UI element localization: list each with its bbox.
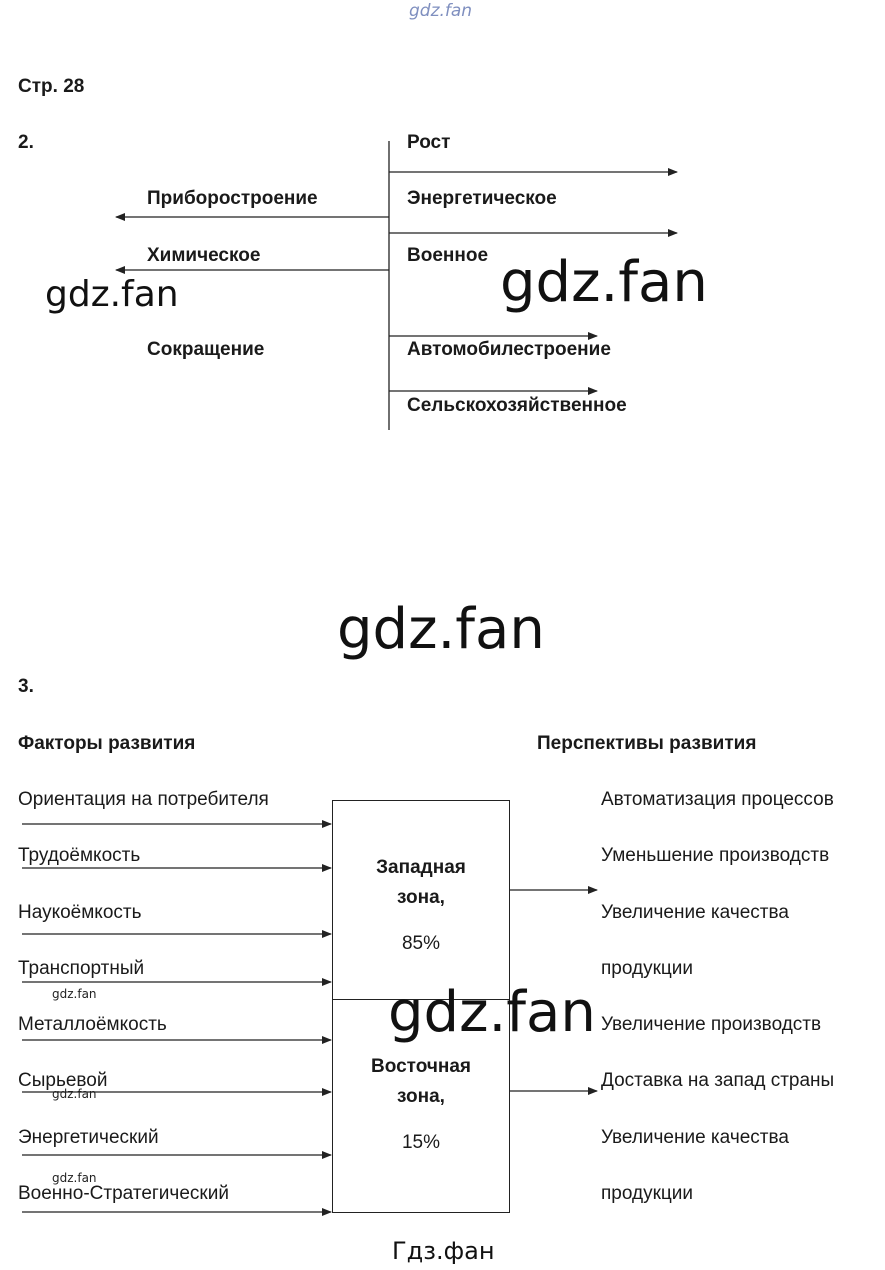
factor-item: Транспортный	[18, 958, 145, 979]
prospect-item: Уменьшение производств	[601, 845, 830, 866]
west-zone-percent: 85%	[401, 933, 441, 954]
prospect-item: Увеличение качества	[601, 1127, 789, 1148]
prospect-item: Увеличение качества	[601, 902, 789, 923]
factor-item: Ориентация на потребителя	[18, 789, 269, 810]
watermark-footer: Гдз.фан	[392, 1237, 495, 1265]
east-zone-name: Восточная	[371, 1056, 471, 1077]
watermark-top: gdz.fan	[409, 1, 473, 21]
watermark-small: gdz.fan	[52, 1171, 97, 1185]
task2-number: 2.	[18, 132, 34, 153]
prospects-header: Перспективы развития	[537, 733, 757, 754]
growth-item: Автомобилестроение	[407, 339, 611, 360]
factor-item: Наукоёмкость	[18, 902, 142, 923]
east-zone-percent: 15%	[401, 1132, 441, 1153]
reduction-item: Химическое	[147, 245, 261, 266]
reduction-label: Сокращение	[147, 339, 265, 360]
west-zone-word: зона,	[397, 887, 445, 908]
prospect-item: Увеличение производств	[601, 1014, 822, 1035]
watermark-lower: gdz.fan	[388, 980, 596, 1045]
task3-number: 3.	[18, 676, 34, 697]
factors-header: Факторы развития	[18, 733, 196, 754]
west-zone-name: Западная	[376, 857, 466, 878]
factor-item: Сырьевой	[18, 1070, 108, 1091]
growth-item: Сельскохозяйственное	[407, 395, 627, 416]
growth-item: Энергетическое	[407, 188, 557, 209]
factor-item: Военно-Стратегический	[18, 1183, 229, 1204]
prospect-item: продукции	[601, 1183, 694, 1204]
prospect-item: продукции	[601, 958, 694, 979]
factor-item: Трудоёмкость	[18, 845, 141, 866]
watermark-small: gdz.fan	[52, 1087, 97, 1101]
factor-item: Энергетический	[18, 1127, 159, 1148]
growth-label: Рост	[407, 132, 451, 153]
factor-item: Металлоёмкость	[18, 1014, 167, 1035]
east-zone-word: зона,	[397, 1086, 445, 1107]
page-label: Стр. 28	[18, 76, 85, 97]
watermark-small: gdz.fan	[52, 987, 97, 1001]
growth-item: Военное	[407, 245, 489, 266]
prospect-item: Доставка на запад страны	[601, 1070, 835, 1091]
reduction-item: Приборостроение	[147, 188, 318, 209]
watermark-center: gdz.fan	[337, 597, 545, 662]
watermark-middle: gdz.fan	[500, 250, 708, 315]
prospect-item: Автоматизация процессов	[601, 789, 834, 810]
watermark-left: gdz.fan	[45, 274, 179, 315]
